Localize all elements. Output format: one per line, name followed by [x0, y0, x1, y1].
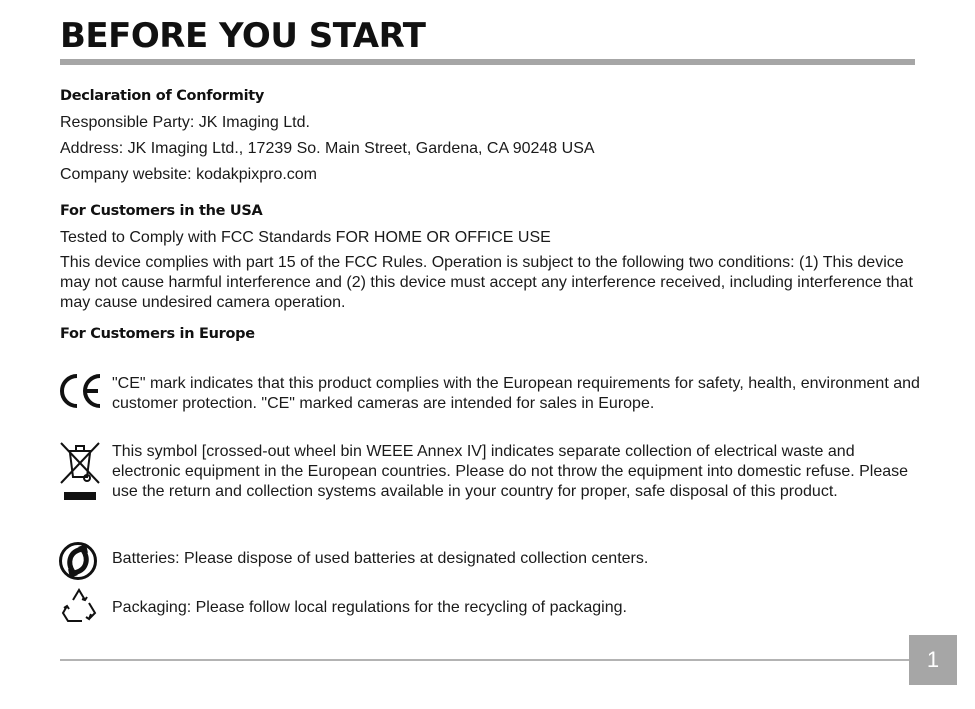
weee-bin-icon: [58, 441, 102, 503]
title-divider: [60, 59, 915, 65]
green-dot-icon: [58, 541, 98, 581]
packaging-text: Packaging: Please follow local regulations for the recycling of packaging.: [112, 599, 627, 616]
ce-mark-text: "CE" mark indicates that this product complies with the European requirements for safety, health, environment and customer protection. "CE" marked cameras are intended for sales in Europe.: [112, 375, 920, 412]
declaration-heading: Declaration of Conformity: [60, 88, 265, 104]
usa-heading: For Customers in the USA: [60, 203, 263, 219]
company-website: Company website: kodakpixpro.com: [60, 166, 318, 183]
recycle-icon: [58, 586, 100, 626]
responsible-party: Responsible Party: JK Imaging Ltd.: [60, 114, 310, 131]
batteries-text: Batteries: Please dispose of used batteries at designated collection centers.: [112, 550, 649, 567]
page-number: 1: [909, 635, 957, 685]
ce-mark-icon: [58, 373, 104, 409]
fcc-tested: Tested to Comply with FCC Standards FOR HOME OR OFFICE USE: [60, 229, 551, 246]
weee-text: This symbol [crossed-out wheel bin WEEE Annex IV] indicates separate collection of electrical waste and electronic equipment in the European countries. Please do not throw the equipment into domestic refuse. Please use the return and collection systems available in your country for proper, safe disposal of this product.: [112, 443, 909, 500]
page-title: BEFORE YOU START: [60, 16, 426, 56]
address: Address: JK Imaging Ltd., 17239 So. Main Street, Gardena, CA 90248 USA: [60, 140, 595, 157]
fcc-compliance-text: This device complies with part 15 of the FCC Rules. Operation is subject to the following two conditions: (1) This device may not cause harmful interference and (2) this device must accept any interference received, including interference that may cause undesired camera operation.: [60, 254, 913, 311]
footer-divider: [60, 659, 910, 661]
europe-heading: For Customers in Europe: [60, 326, 255, 342]
